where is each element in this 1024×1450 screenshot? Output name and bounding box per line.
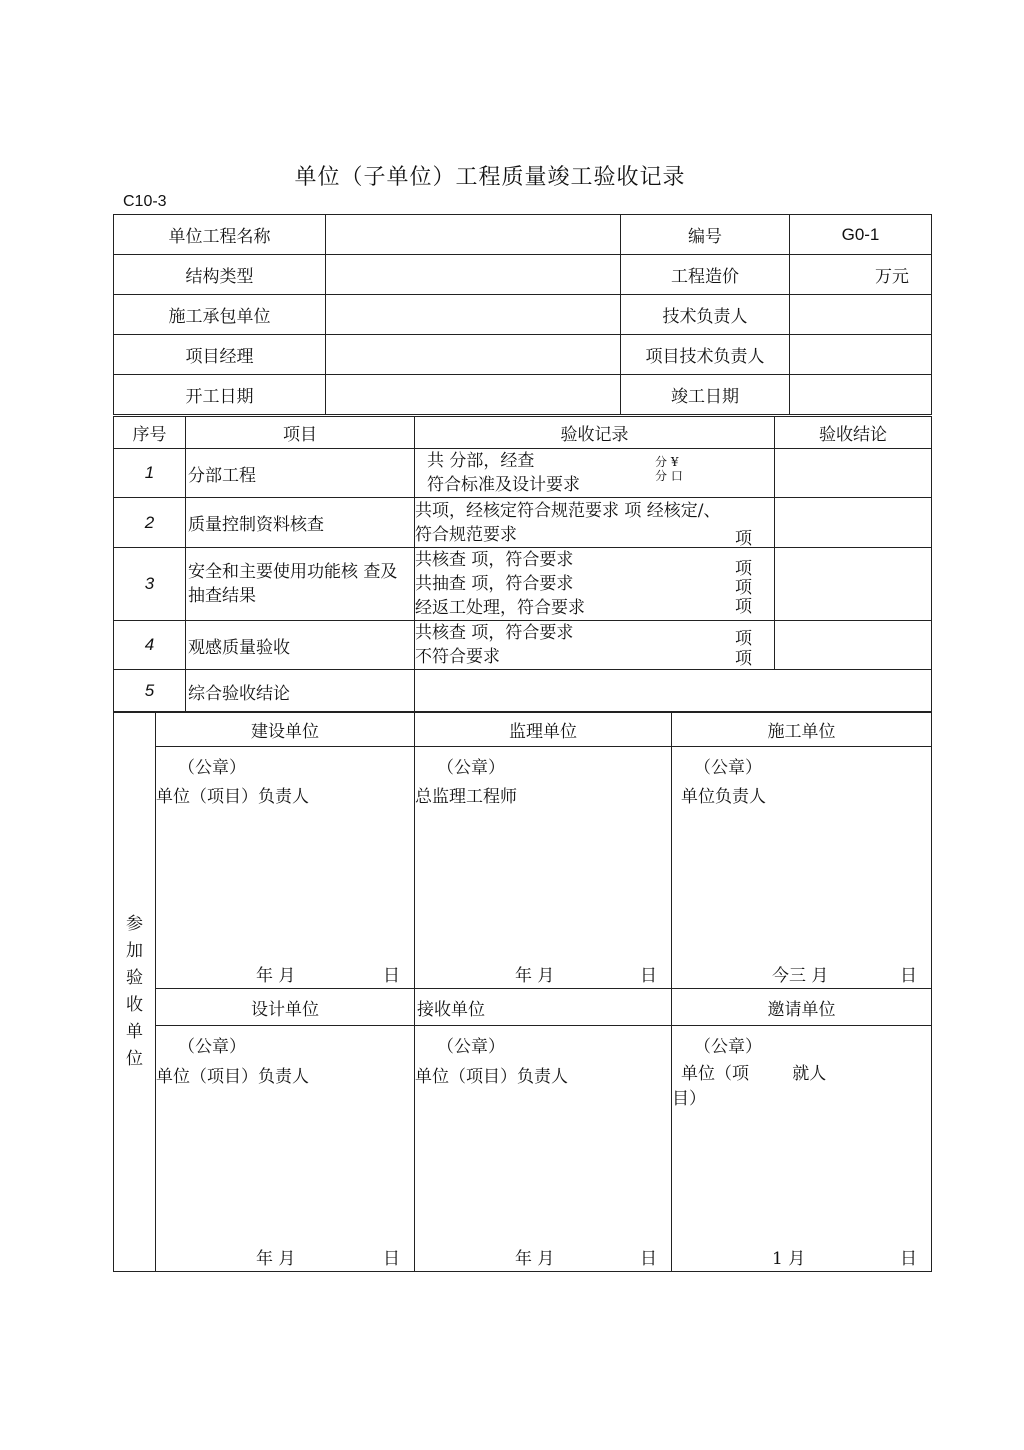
signer-label: 单位（项目）负责人 xyxy=(156,1067,309,1087)
date-year-month: 年 月 xyxy=(515,966,555,986)
overall-conclusion[interactable] xyxy=(415,670,932,713)
signature-cell[interactable] xyxy=(672,1026,932,1272)
seal-label: （公章） xyxy=(178,1037,246,1057)
record-line: 经返工处理，符合要求 xyxy=(415,598,585,618)
item-seq: 3 xyxy=(114,548,186,621)
project-info-table xyxy=(113,214,932,415)
date-year-month: 年 月 xyxy=(256,966,296,986)
label-structure: 结构类型 xyxy=(114,255,326,295)
item-seq: 2 xyxy=(114,498,186,548)
date-day: 日 xyxy=(900,1249,917,1269)
field-number[interactable]: G0-1 xyxy=(790,215,932,255)
participants-bottom-signatures xyxy=(114,1026,932,1272)
item-row xyxy=(114,449,932,498)
col-seq: 序号 xyxy=(114,417,186,449)
date-day: 日 xyxy=(383,966,400,986)
label-cost: 工程造价 xyxy=(621,255,790,295)
date-day: 日 xyxy=(640,1249,657,1269)
row-contractor xyxy=(114,295,932,335)
participants-table xyxy=(113,711,932,1272)
acceptance-items-table xyxy=(113,416,932,713)
unit-name-invited: 邀请单位 xyxy=(672,989,932,1026)
row-structure xyxy=(114,255,932,295)
row-dates xyxy=(114,375,932,415)
record-line: 符合规范要求 xyxy=(415,524,517,545)
date-year-month: 今三 月 xyxy=(772,966,829,986)
participants-bottom-header xyxy=(114,989,932,1026)
col-record: 验收记录 xyxy=(415,417,775,449)
record-line: 不符合要求 xyxy=(415,647,500,667)
seal-label: （公章） xyxy=(694,1037,762,1057)
record-unit: 项 xyxy=(735,649,752,669)
item-row xyxy=(114,670,932,713)
unit-name-builder: 施工单位 xyxy=(672,712,932,747)
date-year-month: 年 月 xyxy=(515,1249,555,1269)
unit-name-supervision: 监理单位 xyxy=(415,712,672,747)
item-name: 安全和主要使用功能核 查及抽查结果 xyxy=(186,548,415,621)
signature-cell[interactable] xyxy=(672,747,932,989)
participants-top-signatures xyxy=(114,747,932,989)
field-project-name[interactable] xyxy=(326,215,621,255)
record-line: 共核查 项，符合要求 xyxy=(415,623,574,643)
item-row xyxy=(114,498,932,548)
item-record[interactable] xyxy=(415,498,775,548)
record-line: 共 分部，经查 xyxy=(427,451,535,471)
label-finish-date: 竣工日期 xyxy=(621,375,790,415)
seal-label: （公章） xyxy=(178,758,246,778)
seal-label: （公章） xyxy=(694,758,762,778)
date-year-month: 年 月 xyxy=(256,1249,296,1269)
label-start-date: 开工日期 xyxy=(114,375,326,415)
record-line: 符合标准及设计要求 xyxy=(427,475,580,495)
signature-cell[interactable] xyxy=(415,747,672,989)
date-day: 日 xyxy=(640,966,657,986)
item-conclusion[interactable] xyxy=(775,621,932,670)
signature-cell[interactable] xyxy=(156,1026,415,1272)
col-item: 项目 xyxy=(186,417,415,449)
item-name: 观感质量验收 xyxy=(186,621,415,670)
item-conclusion[interactable] xyxy=(775,449,932,498)
item-name: 综合验收结论 xyxy=(186,670,415,713)
signer-label: 单位负责人 xyxy=(681,787,766,807)
record-unit: 项 xyxy=(735,597,752,617)
signature-cell[interactable] xyxy=(415,1026,672,1272)
record-unit: 项 xyxy=(735,629,752,649)
item-seq: 5 xyxy=(114,670,186,713)
signer-label-continued: 目） xyxy=(672,1089,706,1109)
label-pm-tech: 项目技术负责人 xyxy=(621,335,790,375)
date-year-month: 1 月 xyxy=(772,1249,806,1269)
document-title: 单位（子单位）工程质量竣工验收记录 xyxy=(294,165,686,190)
items-header-row xyxy=(114,417,932,449)
date-day: 日 xyxy=(900,966,917,986)
record-unit: 分 口 xyxy=(655,469,683,483)
record-line: 共核查 项，符合要求 xyxy=(415,550,574,570)
unit-name-design: 设计单位 xyxy=(156,989,415,1026)
signature-cell[interactable] xyxy=(156,747,415,989)
item-name: 质量控制资料核查 xyxy=(186,498,415,548)
side-label: 参 加 验 收 单 位 xyxy=(114,712,156,1272)
item-seq: 1 xyxy=(114,449,186,498)
field-contractor[interactable] xyxy=(326,295,621,335)
col-conclusion: 验收结论 xyxy=(775,417,932,449)
item-conclusion[interactable] xyxy=(775,548,932,621)
record-unit: 项 xyxy=(735,578,752,598)
row-pm xyxy=(114,335,932,375)
field-finish-date[interactable] xyxy=(790,375,932,415)
seal-label: （公章） xyxy=(437,758,505,778)
record-unit: 项 xyxy=(735,529,752,549)
field-pm[interactable] xyxy=(326,335,621,375)
label-tech-lead: 技术负责人 xyxy=(621,295,790,335)
item-seq: 4 xyxy=(114,621,186,670)
label-project-name: 单位工程名称 xyxy=(114,215,326,255)
seal-label: （公章） xyxy=(437,1037,505,1057)
field-pm-tech[interactable] xyxy=(790,335,932,375)
signer-label: 单位（项目）负责人 xyxy=(415,1067,568,1087)
item-record[interactable] xyxy=(415,621,775,670)
record-line: 共抽查 项，符合要求 xyxy=(415,574,574,594)
field-cost[interactable]: 万元 xyxy=(790,255,932,295)
signer-label: 总监理工程师 xyxy=(415,787,517,807)
item-record[interactable] xyxy=(415,449,775,498)
item-row xyxy=(114,548,932,621)
label-number: 编号 xyxy=(621,215,790,255)
row-project-name xyxy=(114,215,932,255)
label-pm: 项目经理 xyxy=(114,335,326,375)
unit-name-construction: 建设单位 xyxy=(156,712,415,747)
form-number: C10-3 xyxy=(123,193,167,210)
item-name: 分部工程 xyxy=(186,449,415,498)
record-unit: 分 ¥ xyxy=(655,455,679,469)
item-row xyxy=(114,621,932,670)
field-structure[interactable] xyxy=(326,255,621,295)
field-start-date[interactable] xyxy=(326,375,621,415)
field-tech-lead[interactable] xyxy=(790,295,932,335)
participants-top-header xyxy=(114,712,932,747)
record-line: 共项，经核定符合规范要求 项 经核定/、 xyxy=(415,500,721,521)
item-conclusion[interactable] xyxy=(775,498,932,548)
signer-label: 单位（项目）负责人 xyxy=(156,787,309,807)
label-contractor: 施工承包单位 xyxy=(114,295,326,335)
signer-label: 单位（项 就人 xyxy=(681,1064,827,1084)
record-unit: 项 xyxy=(735,559,752,579)
date-day: 日 xyxy=(383,1249,400,1269)
unit-name-receiver: 接收单位 xyxy=(415,989,672,1026)
item-record[interactable] xyxy=(415,548,775,621)
